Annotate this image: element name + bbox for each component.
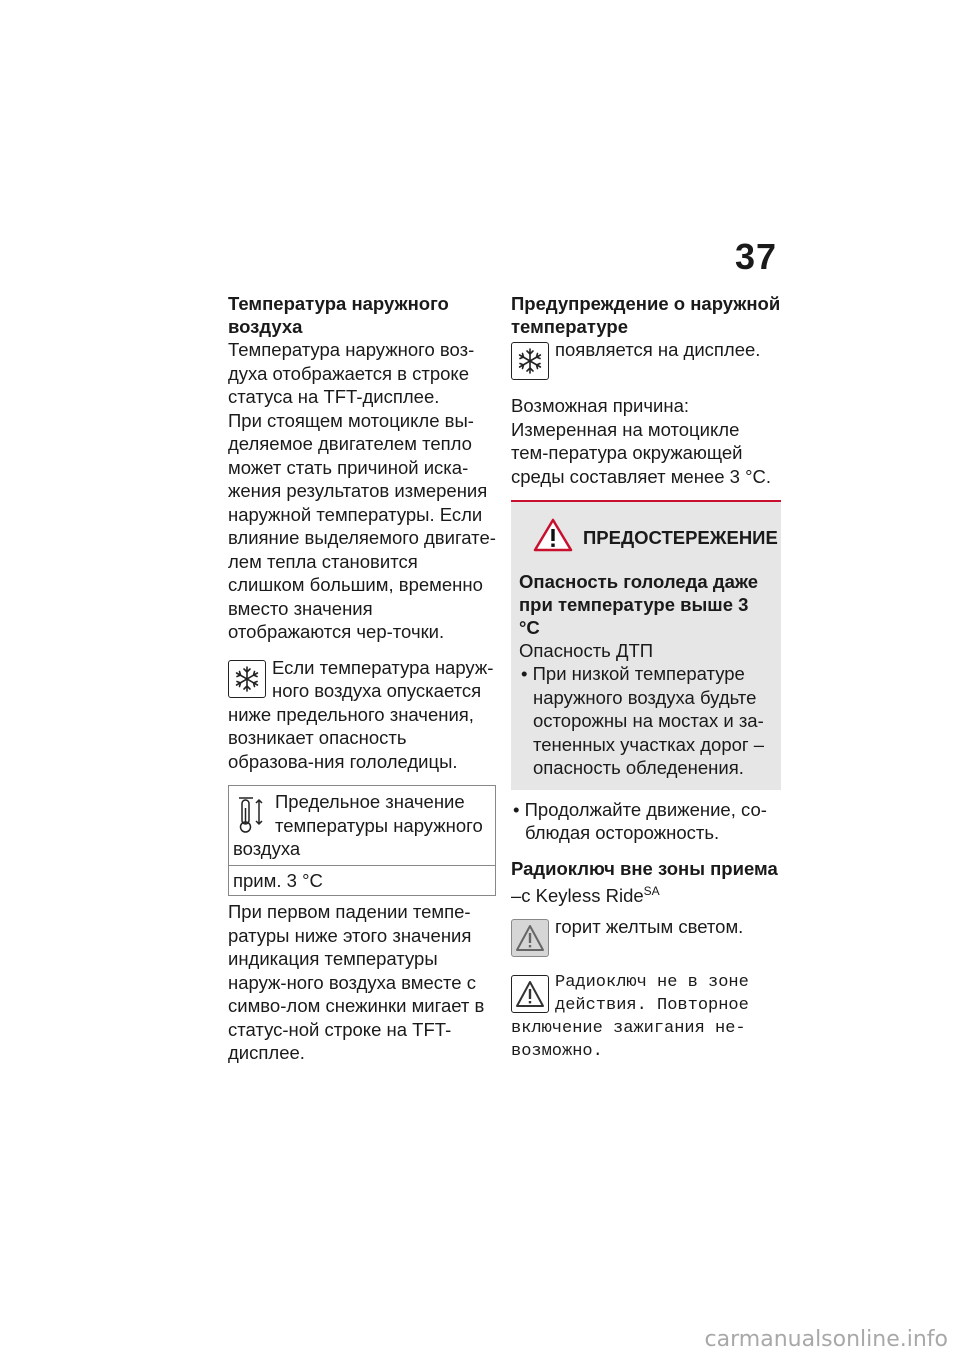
snowflake-icon — [228, 660, 266, 698]
paragraph: Температура наружного воз-духа отображается в строке статуса на TFT-дисплее. — [228, 339, 475, 407]
spec-value: прим. 3 °C — [233, 869, 323, 891]
warning-risk: Опасность ДТП — [519, 639, 654, 661]
right-column — [511, 292, 781, 1063]
snowflake-icon — [511, 342, 549, 380]
warning-heading: Опасность гололеда даже при температуре выше 3 °C — [519, 570, 759, 638]
section-title-frost-warning: Предупреждение о наружной температуре — [511, 293, 781, 337]
warning-box — [511, 500, 781, 790]
page-number: 37 — [734, 236, 777, 277]
general-warning-icon — [511, 975, 549, 1013]
keyless-variant: –с Keyless Ride$^{SA}$ — [511, 883, 660, 906]
continue-bullet: • Продолжайте движение, со-блюдая осторожность. — [513, 798, 767, 843]
spec-label: Предельное значение температуры наружного воздуха — [233, 791, 483, 859]
watermark: carmanualsonline.info — [704, 1327, 948, 1352]
cause-label: Возможная причина: — [511, 395, 689, 416]
warning-bullet: • При низкой температуре наружного воздуха будьте осторожны на мостах и за-тененных участках дорог – опасность обледенения. — [521, 663, 765, 778]
lamp-status: горит желтым светом. — [555, 916, 744, 938]
display-message: Радиоключ не в зоне действия. Повторное включение зажигания не-возможно. — [511, 973, 749, 1062]
paragraph: появляется на дисплее. — [555, 339, 761, 360]
section-title-keyless: Радиоключ вне зоны приема — [511, 857, 778, 879]
left-column — [228, 292, 496, 1065]
spec-table — [228, 785, 496, 896]
paragraph: При стоящем мотоцикле вы-деляемое двигателем тепло может стать причиной иска-жения результатов измерения наружной температуры. Если влияние выделяемого двигате-лем тепла становится слишком большим, временно вместо значения отображаются чер-точки. — [228, 409, 496, 642]
warning-label: ПРЕДОСТЕРЕЖЕНИЕ — [583, 527, 778, 548]
cause-text: Измеренная на мотоцикле тем-пература окружающей среды составляет менее 3 °C. — [511, 418, 771, 487]
warning-triangle-icon — [533, 518, 573, 558]
paragraph: При первом падении темпе-ратуры ниже этого значения индикация температуры наруж-ного воздуха вместе с симво-лом снежинки мигает в статус-ной строке на TFT-дисплее. — [228, 901, 485, 1063]
paragraph: Если температура наруж-ного воздуха опускается ниже предельного значения, возникает опасность образова-ния гололедицы. — [228, 656, 494, 772]
thermometer-icon — [237, 794, 267, 834]
general-warning-icon — [511, 919, 549, 957]
section-title-outside-temp: Температура наружного воздуха — [228, 293, 449, 337]
